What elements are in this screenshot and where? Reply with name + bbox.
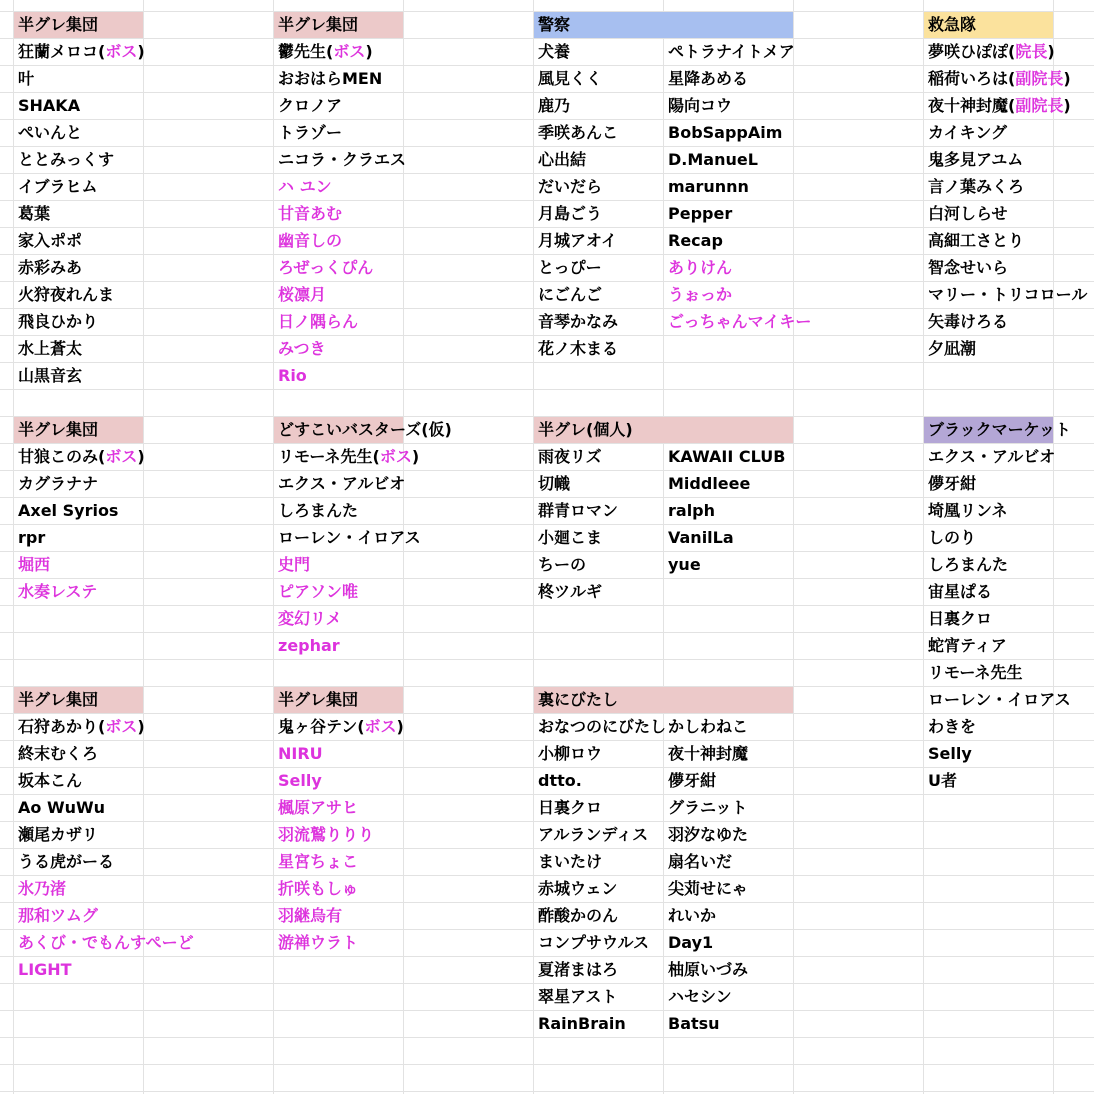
- member-cell[interactable]: [273, 201, 342, 227]
- member-cell[interactable]: yue: [668, 555, 701, 574]
- member-cell[interactable]: [13, 714, 145, 740]
- member-cell[interactable]: 柚原いづみ: [668, 960, 749, 979]
- member-cell[interactable]: 埼凰リンネ: [928, 501, 1008, 520]
- member-name: 甘狼このみ(: [18, 447, 106, 466]
- member-cell[interactable]: [923, 309, 1008, 335]
- member-cell[interactable]: [923, 174, 1024, 200]
- member-cell[interactable]: ハセシン: [668, 987, 732, 1006]
- member-name: リモーネ先生(: [278, 447, 380, 466]
- member-cell[interactable]: [13, 39, 145, 65]
- member-name: 陽向コウ: [668, 96, 733, 115]
- member-cell[interactable]: [13, 903, 98, 929]
- group-header-g6[interactable]: 半グレ集団: [278, 690, 359, 709]
- member-cell[interactable]: [663, 255, 732, 281]
- member-name: 白河しらせ: [928, 204, 1008, 223]
- member-cell[interactable]: [923, 147, 1023, 173]
- member-cell[interactable]: [273, 822, 374, 848]
- role-label: ボス: [105, 42, 138, 61]
- member-name: 火狩夜れんま: [18, 285, 115, 304]
- member-name: 羽流鷲りりり: [278, 825, 375, 844]
- row-gridline: [0, 1037, 1094, 1038]
- member-name: 山黒音玄: [18, 366, 83, 385]
- member-name: イブラヒム: [18, 177, 98, 196]
- member-cell[interactable]: [13, 336, 82, 362]
- role-close-paren: ): [137, 717, 145, 736]
- member-cell[interactable]: [663, 120, 782, 146]
- member-cell[interactable]: まいたけ: [538, 852, 603, 871]
- member-name: 那和ツムグ: [18, 906, 98, 925]
- header-fill: [534, 12, 793, 38]
- member-name: Ao WuWu: [18, 798, 106, 817]
- member-name: LIGHT: [18, 960, 72, 979]
- member-name: 夕凪潮: [928, 339, 977, 358]
- member-cell[interactable]: [13, 228, 82, 254]
- member-cell[interactable]: 宙星ぱる: [928, 582, 993, 601]
- member-name: 家入ポポ: [18, 231, 83, 250]
- member-cell[interactable]: [273, 444, 419, 470]
- member-cell[interactable]: だいだら: [538, 177, 603, 196]
- member-name: 変幻リメ: [278, 609, 342, 628]
- member-cell[interactable]: [923, 120, 1007, 146]
- member-name: おおはらMEN: [278, 69, 383, 88]
- member-cell[interactable]: 夜十神封魔: [668, 744, 749, 763]
- member-name: 羽継烏有: [278, 906, 343, 925]
- member-cell[interactable]: [273, 471, 405, 497]
- member-name: 言ノ葉みくろ: [928, 177, 1025, 196]
- member-name: うぉっか: [668, 285, 733, 304]
- member-cell[interactable]: [663, 66, 748, 92]
- member-cell[interactable]: [273, 363, 307, 389]
- member-cell[interactable]: [13, 795, 105, 821]
- member-name: 星宮ちょこ: [278, 852, 359, 871]
- member-name: 夜十神封魔(: [928, 96, 1016, 115]
- member-cell[interactable]: [663, 309, 811, 335]
- member-cell[interactable]: [13, 957, 72, 983]
- member-name: ごっちゃんマイキー: [668, 312, 812, 331]
- member-name: 智念せいら: [928, 258, 1009, 277]
- member-cell[interactable]: 儚牙紺: [928, 474, 977, 493]
- member-name: marunnn: [668, 177, 749, 196]
- member-cell[interactable]: [13, 363, 82, 389]
- member-cell[interactable]: 夏渚まはろ: [538, 960, 619, 979]
- member-name: 堀西: [18, 555, 51, 574]
- member-cell[interactable]: KAWAII CLUB: [668, 447, 786, 466]
- member-cell[interactable]: [923, 66, 1071, 92]
- role-label: 副院長: [1015, 69, 1064, 88]
- member-cell[interactable]: [13, 147, 114, 173]
- member-name: SHAKA: [18, 96, 81, 115]
- member-cell[interactable]: [13, 525, 45, 551]
- member-cell[interactable]: [13, 93, 80, 119]
- member-cell[interactable]: [273, 147, 406, 173]
- group-header-indiv[interactable]: 半グレ(個人): [538, 420, 633, 439]
- member-cell[interactable]: 風見くく: [538, 69, 603, 88]
- member-cell[interactable]: ralph: [668, 501, 716, 520]
- member-cell[interactable]: [273, 633, 340, 659]
- group-header-urani[interactable]: 裏にびたし: [538, 690, 619, 709]
- member-cell[interactable]: [13, 876, 66, 902]
- member-name: 高細工さとり: [928, 231, 1025, 250]
- member-cell[interactable]: [13, 120, 82, 146]
- member-cell[interactable]: 音琴かなみ: [538, 312, 619, 331]
- group-header-police[interactable]: 警察: [538, 15, 571, 34]
- member-cell[interactable]: かしわねこ: [668, 717, 749, 736]
- group-header-g5[interactable]: 半グレ集団: [18, 690, 99, 709]
- member-cell[interactable]: [13, 174, 98, 200]
- member-name: トラゾー: [278, 123, 343, 142]
- member-name: カイキング: [928, 123, 1008, 142]
- member-cell[interactable]: Batsu: [668, 1014, 720, 1033]
- member-name: Rio: [278, 366, 307, 385]
- member-cell[interactable]: 蛇宵ティア: [928, 636, 1007, 655]
- member-cell[interactable]: [273, 930, 358, 956]
- member-cell[interactable]: [923, 336, 976, 362]
- member-cell[interactable]: [13, 930, 194, 956]
- group-header-g4[interactable]: どすこいバスターズ(仮): [278, 420, 452, 439]
- member-name: NIRU: [278, 744, 323, 763]
- member-name: BobSappAim: [668, 123, 783, 142]
- member-name: 甘音あむ: [278, 204, 343, 223]
- member-cell[interactable]: [923, 93, 1071, 119]
- role-close-paren: ): [1063, 96, 1071, 115]
- member-cell[interactable]: 心出結: [538, 150, 587, 169]
- member-name: あくび・でもんすぺーど: [18, 933, 194, 952]
- member-name: 幽音しの: [278, 231, 343, 250]
- member-cell[interactable]: 切幟: [538, 474, 571, 493]
- member-name: 游禅ウラト: [278, 933, 359, 952]
- member-cell[interactable]: [273, 174, 332, 200]
- row-gridline: [0, 1091, 1094, 1092]
- role-label: ボス: [105, 717, 138, 736]
- member-cell[interactable]: しのり: [928, 528, 977, 547]
- member-cell[interactable]: [13, 498, 118, 524]
- member-cell[interactable]: [663, 147, 758, 173]
- role-label: ボス: [364, 717, 397, 736]
- member-name: 坂本こん: [18, 771, 83, 790]
- role-close-paren: ): [1063, 69, 1071, 88]
- member-name: 矢毒けろる: [928, 312, 1009, 331]
- member-cell[interactable]: [923, 39, 1055, 65]
- member-name: 桜凛月: [278, 285, 327, 304]
- member-name: 赤彩みあ: [18, 258, 83, 277]
- member-cell[interactable]: [273, 336, 326, 362]
- member-name: ピアソン唯: [278, 582, 359, 601]
- member-cell[interactable]: Middleee: [668, 474, 751, 493]
- member-cell[interactable]: 季咲あんこ: [538, 123, 619, 142]
- member-name: 水奏レステ: [18, 582, 98, 601]
- member-cell[interactable]: [13, 255, 82, 281]
- member-name: 瀬尾カザリ: [18, 825, 99, 844]
- member-cell[interactable]: 群青ロマン: [538, 501, 619, 520]
- group-header-g3[interactable]: 半グレ集団: [18, 420, 99, 439]
- member-name: 氷乃渚: [18, 879, 67, 898]
- member-name: クロノア: [278, 96, 343, 115]
- member-cell[interactable]: [13, 309, 98, 335]
- member-cell[interactable]: [13, 768, 82, 794]
- member-name: Axel Syrios: [18, 501, 119, 520]
- member-cell[interactable]: [273, 903, 342, 929]
- member-cell[interactable]: [13, 282, 114, 308]
- member-cell[interactable]: 酢酸かのん: [538, 906, 619, 925]
- member-name: 楓原アサヒ: [278, 798, 359, 817]
- member-cell[interactable]: 翠星アスト: [538, 987, 618, 1006]
- member-cell[interactable]: [273, 876, 358, 902]
- member-name: zephar: [278, 636, 340, 655]
- member-cell[interactable]: [13, 66, 34, 92]
- role-close-paren: ): [411, 447, 420, 466]
- member-cell[interactable]: 羽汐なゆた: [668, 825, 749, 844]
- member-name: 星降あめる: [668, 69, 749, 88]
- member-name: マリー・トリコロール: [928, 285, 1088, 304]
- member-name: ありけん: [668, 258, 733, 277]
- member-cell[interactable]: [13, 579, 97, 605]
- group-header-g1[interactable]: 半グレ集団: [18, 15, 99, 34]
- member-cell[interactable]: [13, 444, 145, 470]
- member-cell[interactable]: リモーネ先生: [928, 663, 1023, 682]
- member-cell[interactable]: [663, 174, 749, 200]
- member-cell[interactable]: グラニット: [668, 798, 748, 817]
- member-name: しろまんた: [278, 501, 359, 520]
- member-name: Pepper: [668, 204, 733, 223]
- member-cell[interactable]: 雨夜リズ: [538, 447, 602, 466]
- member-name: 史門: [278, 555, 311, 574]
- member-cell[interactable]: [923, 255, 1008, 281]
- member-cell[interactable]: Day1: [668, 933, 714, 952]
- member-cell[interactable]: [663, 39, 795, 65]
- member-name: Selly: [278, 771, 322, 790]
- member-cell[interactable]: 花ノ木まる: [538, 339, 619, 358]
- member-cell[interactable]: 月島ごう: [538, 204, 603, 223]
- member-name: エクス・アルビオ: [278, 474, 406, 493]
- member-name: 稲荷いろは(: [928, 69, 1016, 88]
- group-header-black[interactable]: ブラックマーケット: [928, 420, 1071, 439]
- member-cell[interactable]: [13, 552, 50, 578]
- member-cell[interactable]: [273, 309, 358, 335]
- member-cell[interactable]: れいか: [668, 906, 717, 925]
- member-cell[interactable]: [13, 822, 98, 848]
- member-cell[interactable]: [13, 849, 114, 875]
- member-name: 水上蒼太: [18, 339, 83, 358]
- member-cell[interactable]: ローレン・イロアス: [928, 690, 1071, 709]
- member-name: 夢咲ひぽぽ(: [928, 42, 1016, 61]
- row-gridline: [0, 389, 1094, 390]
- member-cell[interactable]: [273, 498, 358, 524]
- member-cell[interactable]: 犬養: [538, 42, 571, 61]
- member-name: ローレン・イロアス: [278, 528, 421, 547]
- member-name: 終末むくろ: [18, 744, 99, 763]
- member-cell[interactable]: [923, 201, 1008, 227]
- member-cell[interactable]: [273, 282, 326, 308]
- member-name: 鬱先生(: [278, 42, 334, 61]
- member-cell[interactable]: 扇名いだ: [668, 852, 733, 871]
- member-cell[interactable]: 日裏クロ: [538, 798, 603, 817]
- member-cell[interactable]: [273, 552, 310, 578]
- member-cell[interactable]: [273, 795, 358, 821]
- role-label: 副院長: [1015, 96, 1064, 115]
- row-gridline: [0, 362, 1094, 363]
- member-name: ろぜっくぴん: [278, 258, 374, 277]
- member-cell[interactable]: [273, 525, 421, 551]
- member-cell[interactable]: [273, 849, 358, 875]
- member-name: D.ManueL: [668, 150, 758, 169]
- member-name: Recap: [668, 231, 723, 250]
- member-cell[interactable]: [13, 471, 98, 497]
- member-cell[interactable]: [663, 201, 732, 227]
- member-name: 叶: [18, 69, 35, 88]
- member-name: ととみっくす: [18, 150, 115, 169]
- member-name: ハ ユン: [278, 177, 332, 196]
- member-cell[interactable]: とっぴー: [538, 258, 602, 277]
- member-cell[interactable]: [663, 228, 723, 254]
- member-cell[interactable]: [273, 120, 342, 146]
- role-label: 院長: [1015, 42, 1048, 61]
- member-cell[interactable]: [273, 579, 358, 605]
- member-cell[interactable]: 赤城ウェン: [538, 879, 618, 898]
- group-header-ems[interactable]: 救急隊: [928, 15, 977, 34]
- member-cell[interactable]: 小柳ロウ: [538, 744, 603, 763]
- member-cell[interactable]: しろまんた: [928, 555, 1009, 574]
- member-name: カグラナナ: [18, 474, 99, 493]
- role-label: ボス: [105, 447, 138, 466]
- member-name: うる虎がーる: [18, 852, 115, 871]
- member-cell[interactable]: ちーの: [538, 555, 587, 574]
- member-cell[interactable]: [273, 606, 342, 632]
- member-cell[interactable]: [273, 768, 322, 794]
- member-name: ニコラ・クラエス: [278, 150, 407, 169]
- member-name: rpr: [18, 528, 46, 547]
- member-name: 鬼多見アユム: [928, 150, 1024, 169]
- member-cell[interactable]: [273, 66, 382, 92]
- member-name: 狂蘭メロコ(: [18, 42, 106, 61]
- member-cell[interactable]: dtto.: [538, 771, 582, 790]
- member-cell[interactable]: [273, 39, 373, 65]
- member-cell[interactable]: [923, 228, 1024, 254]
- member-cell[interactable]: 日裏クロ: [928, 609, 993, 628]
- member-cell[interactable]: Selly: [928, 744, 972, 763]
- member-cell[interactable]: VanilLa: [668, 528, 734, 547]
- member-cell[interactable]: 月城アオイ: [538, 231, 618, 250]
- member-cell[interactable]: 柊ツルギ: [538, 582, 603, 601]
- member-cell[interactable]: [13, 741, 98, 767]
- group-header-g2[interactable]: 半グレ集団: [278, 15, 359, 34]
- member-cell[interactable]: [273, 741, 323, 767]
- role-close-paren: ): [137, 447, 145, 466]
- member-cell[interactable]: [273, 714, 404, 740]
- member-name: 日ノ隅らん: [278, 312, 359, 331]
- member-cell[interactable]: U者: [928, 771, 957, 790]
- member-name: ぺいんと: [18, 123, 83, 142]
- member-cell[interactable]: わきを: [928, 717, 977, 736]
- row-gridline: [0, 1064, 1094, 1065]
- role-close-paren: ): [1047, 42, 1055, 61]
- member-name: 折咲もしゅ: [278, 879, 359, 898]
- member-cell[interactable]: [273, 255, 373, 281]
- member-name: 石狩あかり(: [18, 717, 106, 736]
- member-cell[interactable]: RainBrain: [538, 1014, 626, 1033]
- member-name: みつき: [278, 339, 326, 358]
- member-cell[interactable]: [13, 201, 50, 227]
- member-cell[interactable]: アルランディス: [538, 825, 649, 844]
- role-close-paren: ): [396, 717, 404, 736]
- member-name: 葛葉: [18, 204, 51, 223]
- role-close-paren: ): [365, 42, 373, 61]
- role-label: ボス: [379, 447, 412, 466]
- member-cell[interactable]: にごんご: [538, 285, 603, 304]
- member-name: 鬼ヶ谷テン(: [278, 717, 365, 736]
- member-cell[interactable]: 小廻こま: [538, 528, 603, 547]
- member-cell[interactable]: 鹿乃: [538, 96, 571, 115]
- member-name: ペトラナイトメア: [668, 42, 795, 61]
- member-cell[interactable]: [663, 93, 732, 119]
- member-cell[interactable]: エクス・アルビオ: [928, 447, 1056, 466]
- member-cell[interactable]: [273, 93, 342, 119]
- role-close-paren: ): [137, 42, 145, 61]
- member-cell[interactable]: [923, 282, 1087, 308]
- member-cell[interactable]: おなつのにびたし: [538, 717, 667, 736]
- member-cell[interactable]: 尖苅せにゃ: [668, 879, 748, 898]
- role-label: ボス: [333, 42, 366, 61]
- member-name: 飛良ひかり: [18, 312, 99, 331]
- member-cell[interactable]: [663, 282, 732, 308]
- member-cell[interactable]: 儚牙紺: [668, 771, 717, 790]
- member-cell[interactable]: コンプサウルス: [538, 933, 650, 952]
- member-cell[interactable]: [273, 228, 342, 254]
